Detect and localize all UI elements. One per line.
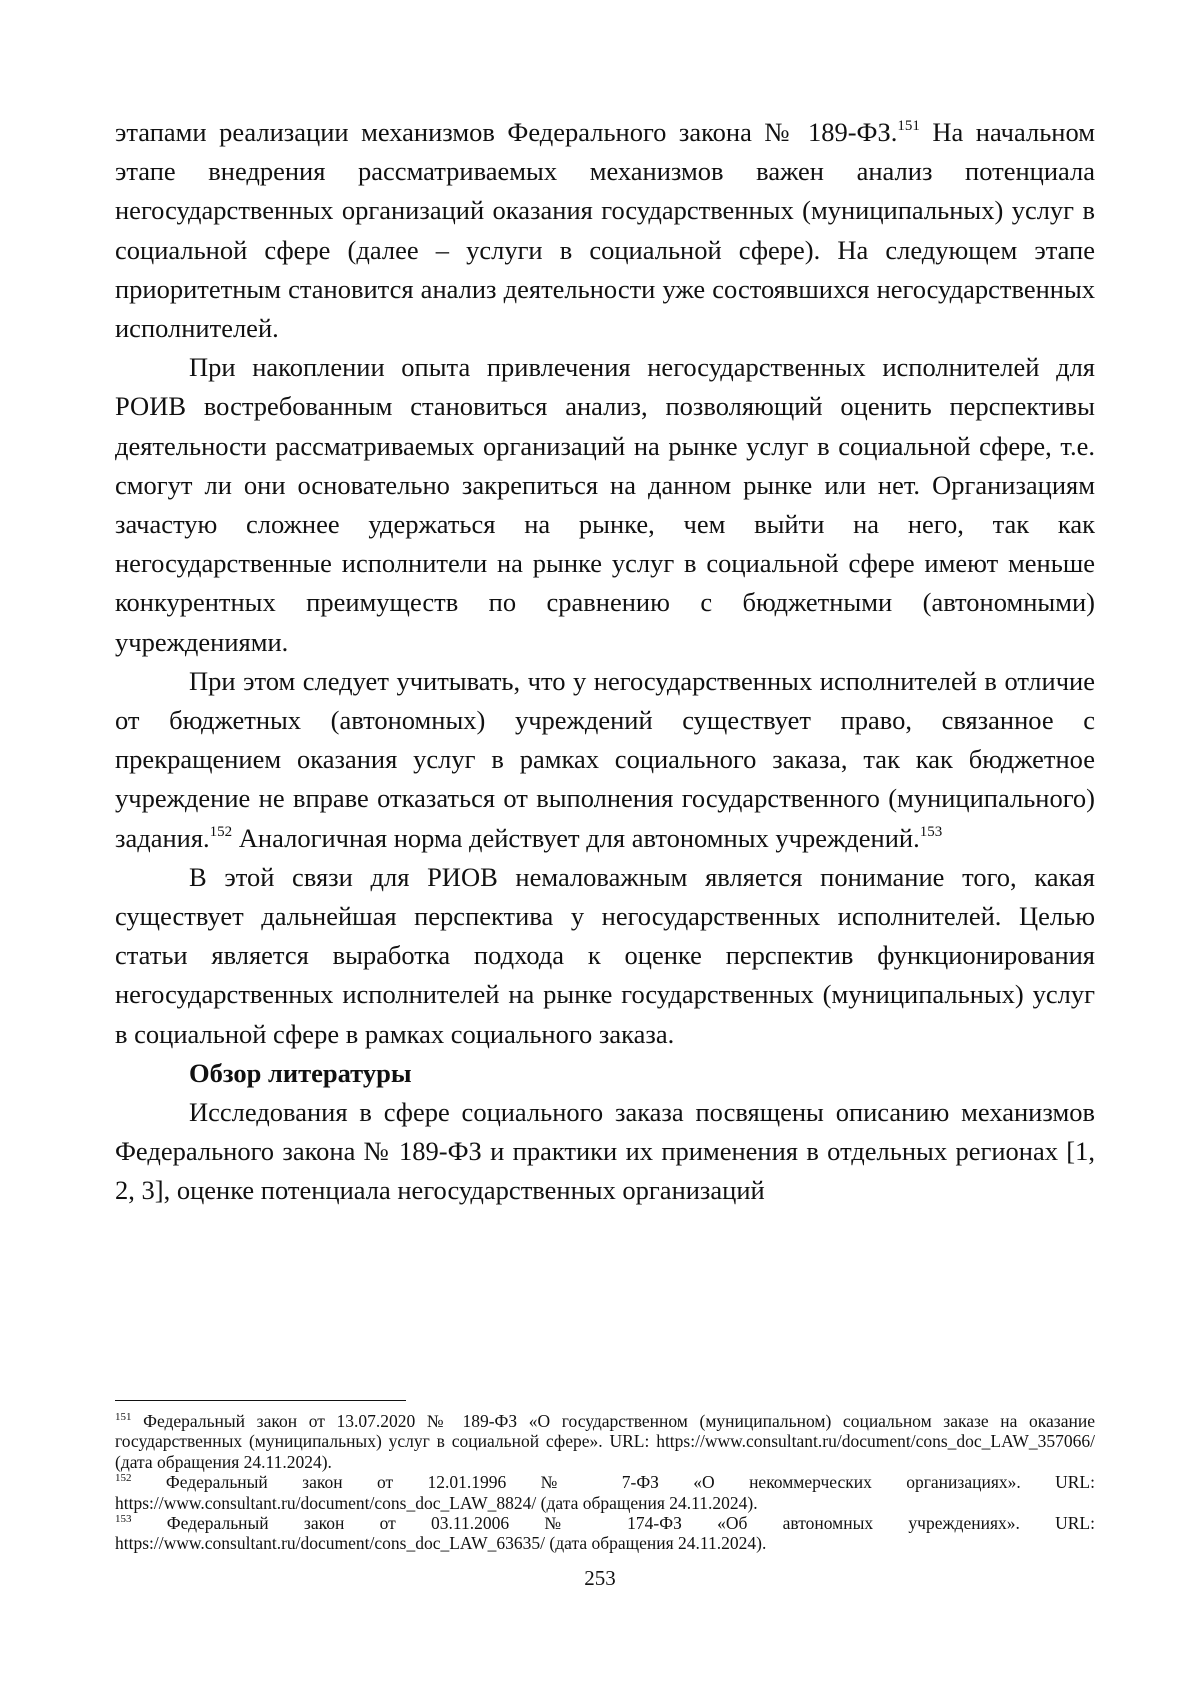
paragraph-1-text-b: На начальном этапе внедрения рассматриваемых механизмов важен анализ потенциала негосударственных организаций оказания государственных (муниципальных) услуг в социальной сфере (далее – услуги в социальной сфере). На следующем этапе приоритетным становится анализ деятельности уже состоявшихся негосударственных исполнителей.	[115, 117, 1095, 344]
paragraph-5: Исследования в сфере социального заказа посвящены описанию механизмов Федерального закона № 189-ФЗ и практики их применения в отдельных регионах [1, 2, 3], оценке потенциала негосударственных организаций	[115, 1097, 1095, 1206]
paragraph-3-text-b: Аналогичная норма действует для автономных учреждений.	[232, 822, 920, 853]
footnote-153	[115, 1513, 1095, 1554]
footnote-ref-152[interactable]: 152	[209, 823, 233, 840]
footnotes	[115, 1411, 1095, 1554]
footnote-number: 152	[115, 1472, 132, 1485]
footnote-151	[115, 1411, 1095, 1472]
paragraph-1	[115, 113, 1095, 348]
footnote-ref-153[interactable]: 153	[919, 823, 943, 840]
footnote-text: Федеральный закон от 03.11.2006 № 174-ФЗ «Об автономных учреждениях». URL: https://www.consultant.ru/document/cons_doc_LAW_63635/ (дата обращения 24.11.2024).	[115, 1513, 1095, 1554]
paragraph-3-text-a: При этом следует учитывать, что у негосударственных исполнителей в отличие от бюджетных (автономных) учреждений существует право, связанное с прекращением оказания услуг в рамках социального заказа, так как бюджетное учреждение не вправе отказаться от выполнения государственного (муниципального) задания.	[115, 665, 1095, 853]
footnote-text: Федеральный закон от 13.07.2020 № 189-ФЗ «О государственном (муниципальном) социальном заказе на оказание государственных (муниципальных) услуг в социальной сфере». URL: https://www.consultant.ru/document/cons_doc_LAW_357066/ (дата обращения 24.11.2024).	[115, 1411, 1095, 1472]
paragraph-2: При накоплении опыта привлечения негосударственных исполнителей для РОИВ востребованным становиться анализ, позволяющий оценить перспективы деятельности рассматриваемых организаций на рынке услуг в социальной сфере, т.е. смогут ли они основательно закрепиться на данном рынке или нет. Организациям зачастую сложнее удержаться на рынке, чем выйти на него, так как негосударственные исполнители на рынке услуг в социальной сфере имеют меньше конкурентных преимуществ по сравнению с бюджетными (автономными) учреждениями.	[115, 352, 1095, 657]
paragraph-4: В этой связи для РИОВ немаловажным является понимание того, какая существует дальнейшая перспектива у негосударственных исполнителей. Целью статьи является выработка подхода к оценке перспектив функционирования негосударственных исполнителей на рынке государственных (муниципальных) услуг в социальной сфере в рамках социального заказа.	[115, 861, 1095, 1049]
main-text	[115, 113, 1095, 1211]
footnote-number: 153	[115, 1513, 132, 1526]
section-heading: Обзор литературы	[189, 1057, 412, 1088]
paragraph-3	[115, 662, 1095, 858]
paragraph-1-text-a: этапами реализации механизмов Федерального закона № 189-ФЗ.	[115, 117, 898, 147]
footnote-number: 151	[115, 1411, 132, 1423]
footnote-ref-151[interactable]: 151	[897, 118, 920, 134]
footnote-separator	[115, 1400, 406, 1401]
footnote-152	[115, 1472, 1095, 1513]
page-number: 253	[584, 1566, 616, 1590]
footnote-text: Федеральный закон от 12.01.1996 № 7-ФЗ «О некоммерческих организациях». URL: https://www.consultant.ru/document/cons_doc_LAW_8824/ (дата обращения 24.11.2024).	[115, 1472, 1095, 1513]
